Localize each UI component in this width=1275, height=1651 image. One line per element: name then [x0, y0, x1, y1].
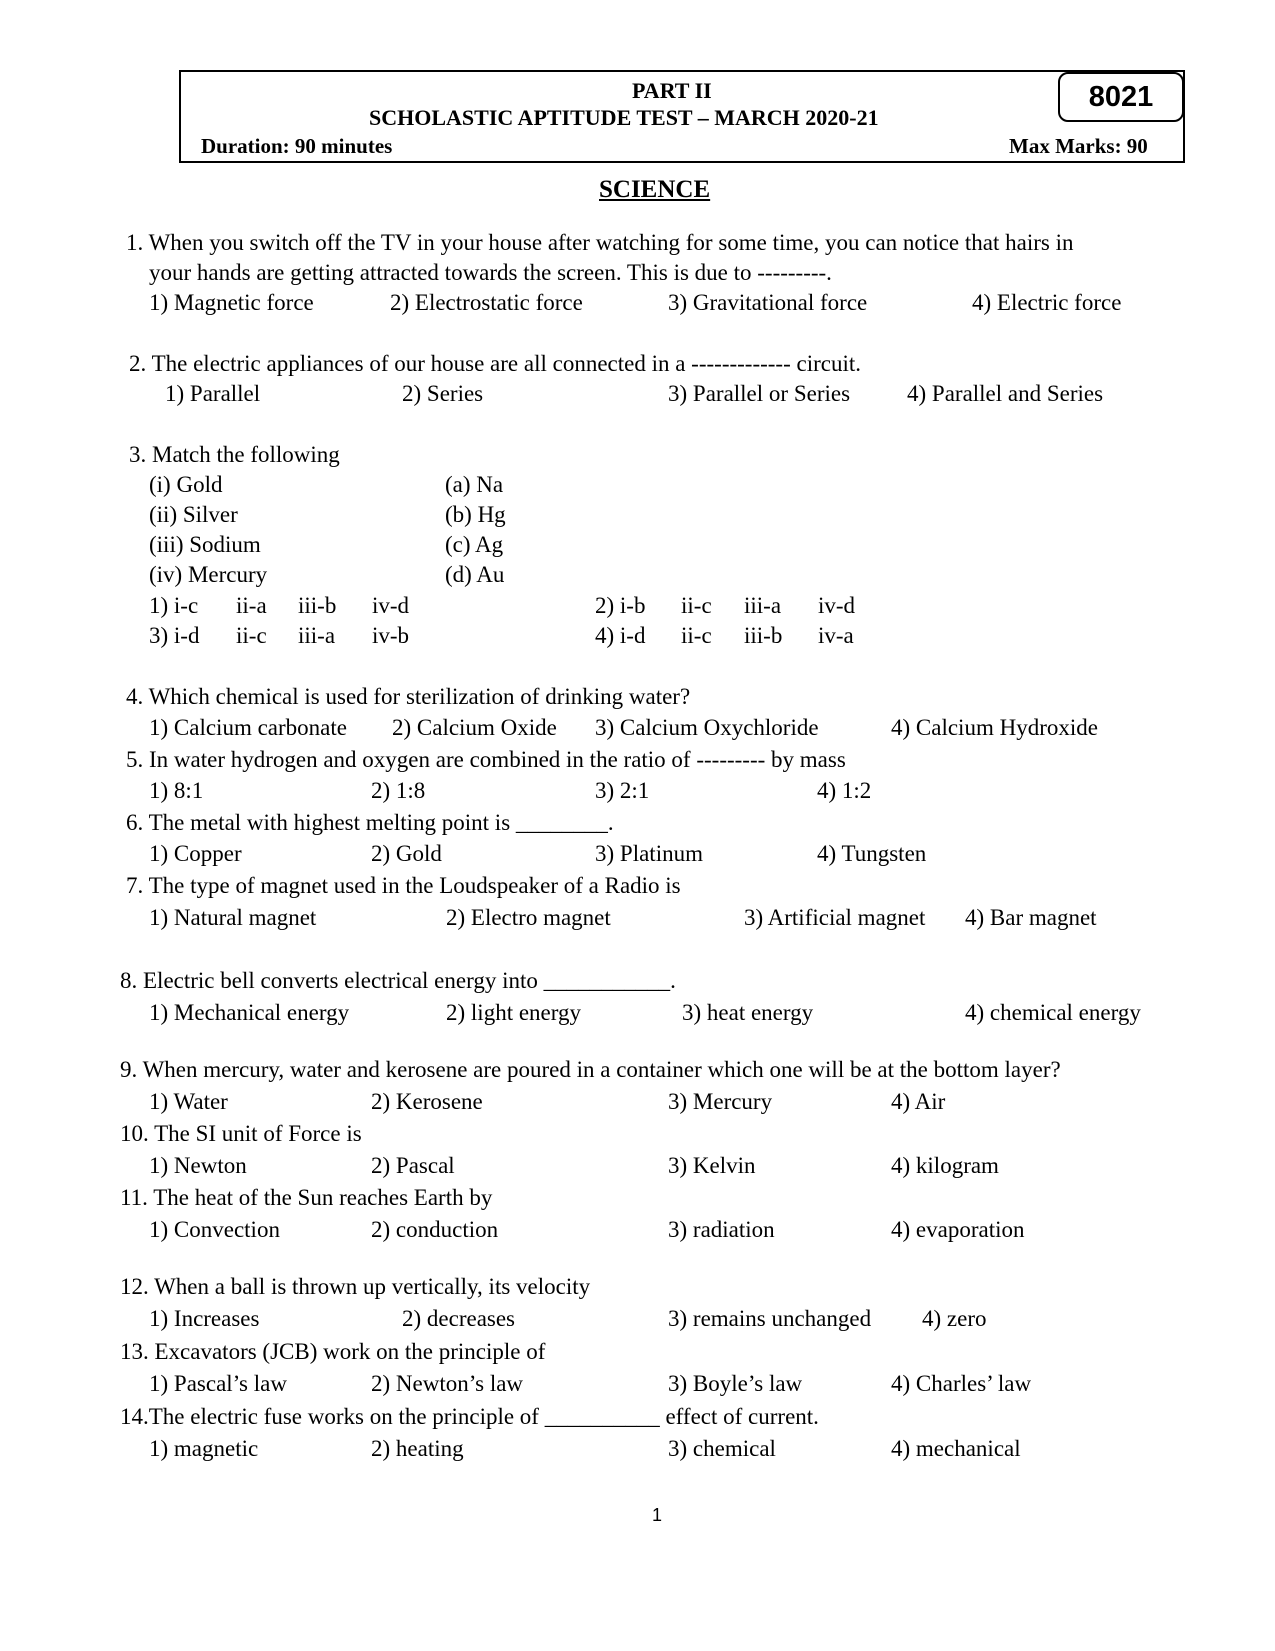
q2-option-3: 3) Parallel or Series: [668, 381, 851, 406]
q4-option-1: 1) Calcium carbonate: [149, 715, 347, 740]
q3-option-3-part: 3) i-d: [149, 623, 200, 648]
match-right-2: (b) Hg: [445, 502, 506, 527]
q12-option-1: 1) Increases: [149, 1306, 260, 1331]
question-6-text: 6. The metal with highest melting point is ________.: [126, 810, 614, 835]
q5-option-4: 4) 1:2: [817, 778, 872, 803]
q3-option-1-part: iii-b: [298, 593, 337, 618]
question-1-text-cont: your hands are getting attracted towards the screen. This is due to ---------.: [149, 260, 832, 285]
q10-option-2: 2) Pascal: [371, 1153, 455, 1178]
q7-option-1: 1) Natural magnet: [149, 905, 317, 930]
q12-option-4: 4) zero: [922, 1306, 987, 1331]
question-7-text: 7. The type of magnet used in the Loudspeaker of a Radio is: [126, 873, 681, 898]
q1-option-3: 3) Gravitational force: [668, 290, 868, 315]
q9-option-2: 2) Kerosene: [371, 1089, 483, 1114]
q6-option-3: 3) Platinum: [595, 841, 703, 866]
q11-option-2: 2) conduction: [371, 1217, 499, 1242]
q13-option-2: 2) Newton’s law: [371, 1371, 524, 1396]
q9-option-3: 3) Mercury: [668, 1089, 773, 1114]
q14-option-3: 3) chemical: [668, 1436, 776, 1461]
question-13-text: 13. Excavators (JCB) work on the principle of: [120, 1339, 546, 1364]
question-11-text: 11. The heat of the Sun reaches Earth by: [120, 1185, 493, 1210]
part-label: PART II: [632, 78, 712, 103]
q12-option-2: 2) decreases: [402, 1306, 516, 1331]
q5-option-2: 2) 1:8: [371, 778, 426, 803]
q3-option-3-part: iii-a: [298, 623, 336, 648]
q6-option-1: 1) Copper: [149, 841, 242, 866]
q3-option-2-part: 2) i-b: [595, 593, 646, 618]
max-marks: Max Marks: 90: [1009, 134, 1148, 158]
q1-option-1: 1) Magnetic force: [149, 290, 314, 315]
q7-option-2: 2) Electro magnet: [446, 905, 611, 930]
match-left-2: (ii) Silver: [149, 502, 238, 527]
q6-option-4: 4) Tungsten: [817, 841, 927, 866]
question-9-text: 9. When mercury, water and kerosene are poured in a container which one will be at the bottom layer?: [120, 1057, 1061, 1082]
match-left-3: (iii) Sodium: [149, 532, 261, 557]
q1-option-2: 2) Electrostatic force: [390, 290, 583, 315]
q14-option-4: 4) mechanical: [891, 1436, 1021, 1461]
q7-option-3: 3) Artificial magnet: [744, 905, 926, 930]
q8-option-2: 2) light energy: [446, 1000, 581, 1025]
q11-option-3: 3) radiation: [668, 1217, 775, 1242]
q9-option-1: 1) Water: [149, 1089, 228, 1114]
subject-title: SCIENCE: [599, 176, 711, 203]
question-5-text: 5. In water hydrogen and oxygen are combined in the ratio of --------- by mass: [126, 747, 846, 772]
question-12-text: 12. When a ball is thrown up vertically, its velocity: [120, 1274, 591, 1299]
match-left-1: (i) Gold: [149, 472, 223, 497]
q2-option-4: 4) Parallel and Series: [907, 381, 1104, 406]
q3-option-1-part: iv-d: [372, 593, 410, 618]
question-14-text: 14.The electric fuse works on the principle of __________ effect of current.: [120, 1404, 819, 1429]
question-1-text: 1. When you switch off the TV in your house after watching for some time, you can notice that hairs in: [126, 230, 1074, 255]
q8-option-4: 4) chemical energy: [965, 1000, 1141, 1025]
q14-option-2: 2) heating: [371, 1436, 464, 1461]
q4-option-3: 3) Calcium Oxychloride: [595, 715, 819, 740]
q13-option-4: 4) Charles’ law: [891, 1371, 1032, 1396]
q10-option-3: 3) Kelvin: [668, 1153, 756, 1178]
duration: Duration: 90 minutes: [201, 134, 393, 158]
q6-option-2: 2) Gold: [371, 841, 442, 866]
q13-option-3: 3) Boyle’s law: [668, 1371, 803, 1396]
question-10-text: 10. The SI unit of Force is: [120, 1121, 362, 1146]
q3-option-4-part: iv-a: [818, 623, 854, 648]
q4-option-4: 4) Calcium Hydroxide: [891, 715, 1098, 740]
q5-option-3: 3) 2:1: [595, 778, 650, 803]
q3-option-4-part: ii-c: [681, 623, 712, 648]
paper-code-box: 8021: [1058, 72, 1184, 122]
question-3-text: 3. Match the following: [129, 442, 340, 467]
q3-option-4-part: 4) i-d: [595, 623, 646, 648]
q8-option-1: 1) Mechanical energy: [149, 1000, 350, 1025]
question-2-text: 2. The electric appliances of our house are all connected in a ------------- circuit.: [129, 351, 862, 376]
q3-option-2-part: ii-c: [681, 593, 712, 618]
q2-option-1: 1) Parallel: [165, 381, 261, 406]
q2-option-2: 2) Series: [402, 381, 484, 406]
q10-option-4: 4) kilogram: [891, 1153, 999, 1178]
match-right-1: (a) Na: [445, 472, 504, 497]
q3-option-2-part: iv-d: [818, 593, 856, 618]
question-8-text: 8. Electric bell converts electrical energy into ___________.: [120, 968, 676, 993]
q11-option-1: 1) Convection: [149, 1217, 280, 1242]
exam-title: SCHOLASTIC APTITUDE TEST – MARCH 2020-21: [369, 105, 879, 130]
question-4-text: 4. Which chemical is used for sterilization of drinking water?: [126, 684, 691, 709]
q1-option-4: 4) Electric force: [972, 290, 1122, 315]
q3-option-1-part: 1) i-c: [149, 593, 199, 618]
q11-option-4: 4) evaporation: [891, 1217, 1025, 1242]
q8-option-3: 3) heat energy: [682, 1000, 814, 1025]
q12-option-3: 3) remains unchanged: [668, 1306, 872, 1331]
q4-option-2: 2) Calcium Oxide: [392, 715, 557, 740]
q3-option-3-part: iv-b: [372, 623, 410, 648]
q3-option-2-part: iii-a: [744, 593, 782, 618]
q13-option-1: 1) Pascal’s law: [149, 1371, 287, 1396]
q9-option-4: 4) Air: [891, 1089, 946, 1114]
q14-option-1: 1) magnetic: [149, 1436, 259, 1461]
q3-option-3-part: ii-c: [236, 623, 267, 648]
q3-option-1-part: ii-a: [236, 593, 267, 618]
page-number: 1: [652, 1505, 663, 1525]
q10-option-1: 1) Newton: [149, 1153, 247, 1178]
q7-option-4: 4) Bar magnet: [965, 905, 1097, 930]
q5-option-1: 1) 8:1: [149, 778, 204, 803]
match-left-4: (iv) Mercury: [149, 562, 268, 587]
match-right-3: (c) Ag: [445, 532, 504, 557]
q3-option-4-part: iii-b: [744, 623, 783, 648]
match-right-4: (d) Au: [445, 562, 505, 587]
